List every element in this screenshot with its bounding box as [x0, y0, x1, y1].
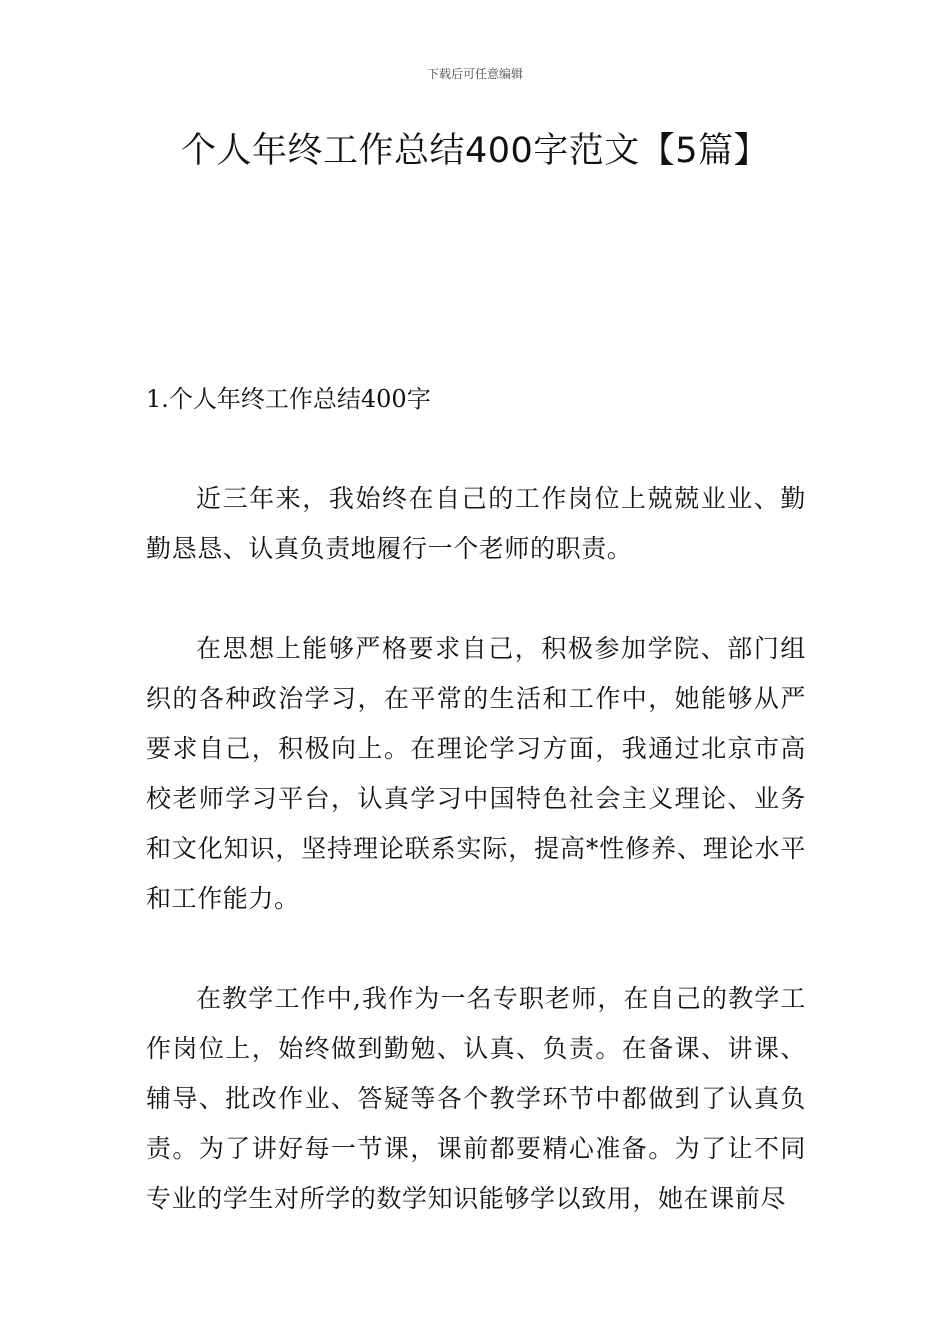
header-note: 下载后可任意编辑	[426, 67, 523, 81]
paragraph-3: 在教学工作中,我作为一名专职老师，在自己的教学工作岗位上，始终做到勤勉、认真、负责。在备课、讲课、辅导、批改作业、答疑等各个教学环节中都做到了认真负责。为了讲好每一节课，课前都要精心准备。为了让不同专业的学生对所学的数学知识能够学以致用，她在课前尽	[146, 984, 806, 1213]
document-title: 个人年终工作总结400字范文【5篇】	[180, 131, 770, 171]
paragraph-2: 在思想上能够严格要求自己，积极参加学院、部门组织的各种政治学习，在平常的生活和工作中，她能够从严要求自己，积极向上。在理论学习方面，我通过北京市高校老师学习平台，认真学习中国特色社会主义理论、业务和文化知识，坚持理论联系实际，提高*性修养、理论水平和工作能力。	[146, 634, 806, 913]
document-body	[146, 474, 806, 1274]
section-heading: 1.个人年终工作总结400字	[146, 385, 431, 413]
paragraph-1: 近三年来，我始终在自己的工作岗位上兢兢业业、勤勤恳恳、认真负责地履行一个老师的职责。	[146, 484, 806, 563]
